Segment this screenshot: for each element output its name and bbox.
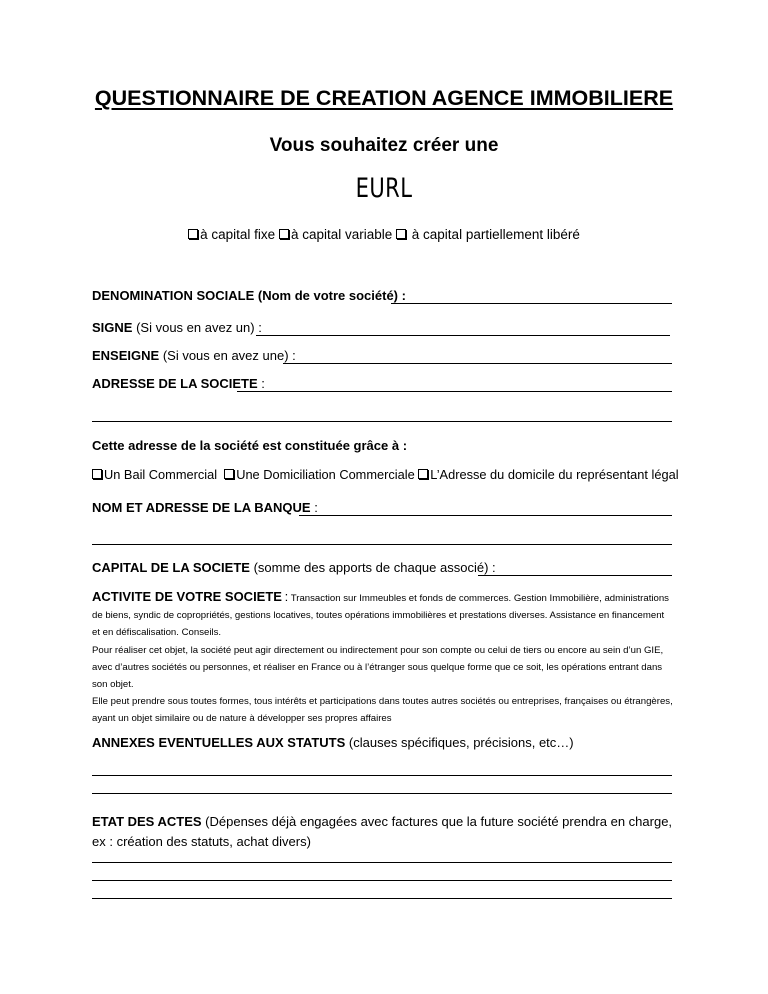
capital-note: (somme des apports de chaque associé) : bbox=[253, 560, 496, 575]
etat-row bbox=[92, 812, 674, 852]
domiciliation-checkbox[interactable]: Une Domiciliation Commerciale bbox=[224, 467, 415, 482]
checkbox-icon bbox=[279, 229, 289, 239]
signe-field[interactable] bbox=[256, 335, 670, 336]
adresse-field-line2[interactable] bbox=[92, 421, 672, 422]
etat-field-line3[interactable] bbox=[92, 898, 672, 899]
domicile-representant-checkbox[interactable]: L’Adresse du domicile du représentant légal bbox=[418, 467, 678, 482]
signe-row bbox=[92, 320, 672, 335]
annexes-label: ANNEXES EVENTUELLES AUX STATUTS bbox=[92, 735, 346, 750]
denomination-field[interactable] bbox=[391, 303, 672, 304]
activite-text-1: Transaction sur Immeubles et fonds de commerces. Gestion Immobilière, administrations de biens, syndic de copropriétés, gestions locatives, toutes opérations immobilières et prestations diverses. Assistance en financement et en défiscalisation. Conseils. bbox=[92, 593, 669, 638]
etat-note: (Dépenses déjà engagées avec factures que la future société prendra en charge, ex : création des statuts, achat divers) bbox=[92, 814, 673, 849]
banque-field[interactable] bbox=[299, 515, 672, 516]
etat-field-line2[interactable] bbox=[92, 880, 672, 881]
activite-label: ACTIVITE DE VOTRE SOCIETE bbox=[92, 589, 282, 604]
capital-options bbox=[0, 227, 768, 242]
signe-note: (Si vous en avez un) : bbox=[136, 320, 262, 335]
annexes-field-line1[interactable] bbox=[92, 775, 672, 776]
signe-label: SIGNE bbox=[92, 320, 133, 335]
capital-label: CAPITAL DE LA SOCIETE bbox=[92, 560, 250, 575]
bail-commercial-checkbox[interactable]: Un Bail Commercial bbox=[92, 467, 217, 482]
checkbox-icon bbox=[188, 229, 198, 239]
activite-text-2: Pour réaliser cet objet, la société peut agir directement ou indirectement pour son compte ou celui de tiers ou encore au sein d’un GIE, avec d’autres sociétés ou personnes, et réaliser en France ou à l’étranger sous quelque forme que ce soit, les opérations entrant dans son objet. bbox=[92, 645, 664, 690]
annexes-field-line2[interactable] bbox=[92, 793, 672, 794]
capital-partiel-checkbox[interactable]: à capital partiellement libéré bbox=[396, 227, 580, 242]
enseigne-note: (Si vous en avez une) : bbox=[162, 348, 296, 363]
etat-label: ETAT DES ACTES bbox=[92, 814, 202, 829]
checkbox-icon bbox=[418, 469, 428, 479]
activite-section: ACTIVITE DE VOTRE SOCIETE : Transaction sur Immeubles et fonds de commerces. Gestion Immobilière, administrations de biens, syndic de copropriétés, gestions locatives, toutes opérations immobilières et prestations diverses. Assistance en financement et en défiscalisation. Conseils. bbox=[92, 589, 669, 638]
banque-field-line2[interactable] bbox=[92, 544, 672, 545]
annexes-note: (clauses spécifiques, précisions, etc…) bbox=[348, 735, 574, 750]
activite-text-3: Elle peut prendre sous toutes formes, tous intérêts et participations dans toutes autres sociétés ou entreprises, françaises ou étrangères, ayant un objet similaire ou de nature à développer ses propres affaires bbox=[92, 696, 673, 724]
banque-row: NOM ET ADRESSE DE LA BANQUE : bbox=[92, 500, 318, 515]
address-options bbox=[92, 467, 679, 482]
adresse-row: ADRESSE DE LA SOCIETE : bbox=[92, 376, 265, 391]
checkbox-icon bbox=[224, 469, 234, 479]
enseigne-label: ENSEIGNE bbox=[92, 348, 160, 363]
capital-variable-checkbox[interactable]: à capital variable bbox=[279, 227, 392, 242]
enseigne-field[interactable] bbox=[283, 363, 672, 364]
adresse-field[interactable] bbox=[237, 391, 672, 392]
capital-fixe-checkbox[interactable]: à capital fixe bbox=[188, 227, 275, 242]
document-title: QUESTIONNAIRE DE CREATION AGENCE IMMOBILIERE bbox=[94, 86, 674, 110]
checkbox-icon bbox=[396, 229, 406, 239]
adresse-label: ADRESSE DE LA SOCIETE bbox=[92, 376, 258, 391]
document-subtitle: Vous souhaitez créer une bbox=[269, 135, 499, 156]
annexes-row bbox=[92, 735, 672, 750]
adresse-question: Cette adresse de la société est constituée grâce à : bbox=[92, 438, 408, 453]
denomination-label: DENOMINATION SOCIALE (Nom de votre société) : bbox=[92, 288, 406, 303]
company-type: EURL bbox=[355, 173, 413, 204]
etat-field-line1[interactable] bbox=[92, 862, 672, 863]
checkbox-icon bbox=[92, 469, 102, 479]
capital-field[interactable] bbox=[478, 575, 672, 576]
enseigne-row bbox=[92, 348, 672, 363]
banque-label: NOM ET ADRESSE DE LA BANQUE bbox=[92, 500, 311, 515]
capital-row bbox=[92, 560, 672, 575]
